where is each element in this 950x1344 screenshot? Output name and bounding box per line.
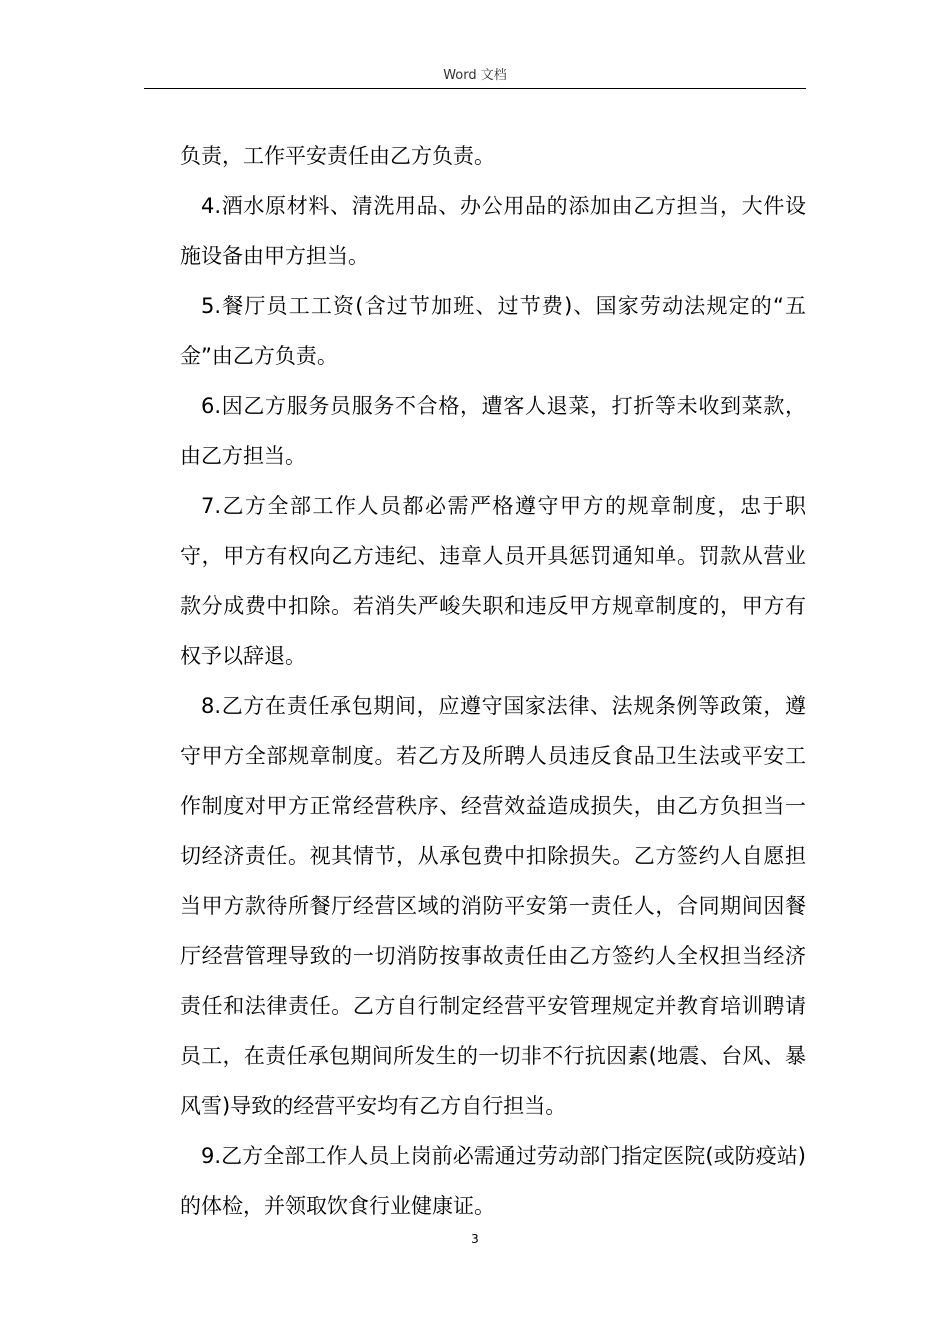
paragraph-item-7: 7.乙方全部工作人员都必需严格遵守甲方的规章制度，忠于职守，甲方有权向乙方违纪、违章人员开具惩罚通知单。罚款从营业款分成费中扣除。若消失严峻失职和违反甲方规章制度的，甲方有权予以辞退。 — [180, 494, 806, 668]
paragraph-item-4: 4.酒水原材料、清洗用品、办公用品的添加由乙方担当，大件设施设备由甲方担当。 — [180, 194, 806, 268]
paragraph-item-9: 9.乙方全部工作人员上岗前必需通过劳动部门指定医院(或防疫站)的体检，并领取饮食行业健康证。 — [180, 1144, 806, 1218]
header-divider — [144, 88, 806, 89]
paragraph-item-5: 5.餐厅员工工资(含过节加班、过节费)、国家劳动法规定的“五金”由乙方负责。 — [180, 294, 806, 368]
paragraph-item-6: 6.因乙方服务员服务不合格，遭客人退菜，打折等未收到菜款，由乙方担当。 — [180, 394, 806, 468]
paragraph-continuation: 负责，工作平安责任由乙方负责。 — [180, 144, 495, 168]
page-number: 3 — [471, 1232, 479, 1246]
paragraph-item-8: 8.乙方在责任承包期间，应遵守国家法律、法规条例等政策，遵守甲方全部规章制度。若乙方及所聘人员违反食品卫生法或平安工作制度对甲方正常经营秩序、经营效益造成损失，由乙方负担当一切经济责任。视其情节，从承包费中扣除损失。乙方签约人自愿担当甲方款待所餐厅经营区域的消防平安第一责任人，合同期间因餐厅经营管理导致的一切消防按事故责任由乙方签约人全权担当经济责任和法律责任。乙方自行制定经营平安管理规定并教育培训聘请员工，在责任承包期间所发生的一切非不行抗因素(地震、台风、暴风雪)导致的经营平安均有乙方自行担当。 — [180, 694, 806, 1118]
document-body — [180, 131, 806, 1231]
document-header: Word 文档 — [443, 68, 507, 83]
